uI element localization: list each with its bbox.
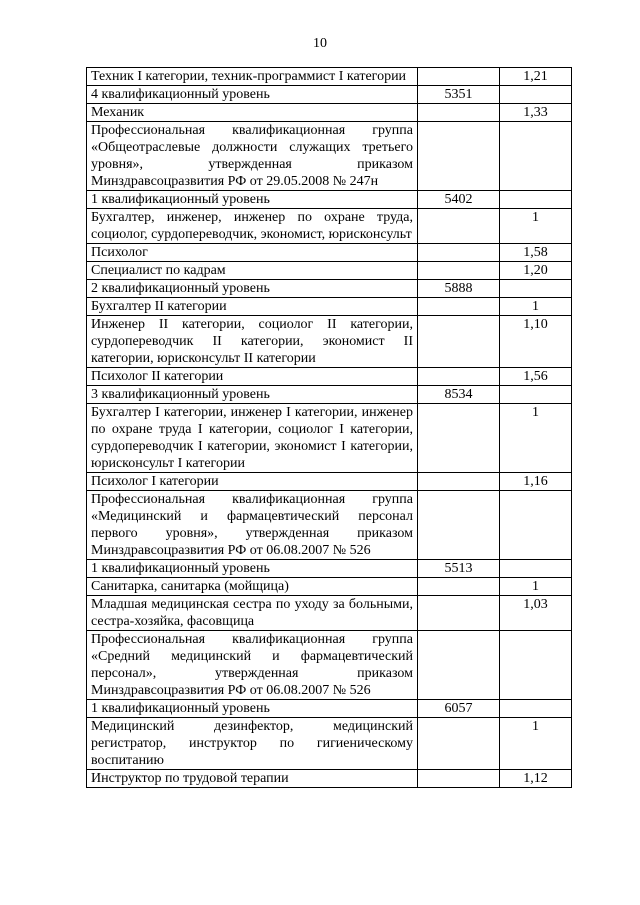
salary-table-body [87,68,572,788]
coefficient-cell: 1,33 [500,104,572,122]
position-name-cell: Профессиональная квалификационная группа «Медицинский и фармацевтический персонал первого уровня», утвержденная приказом Минздравсоцразвития РФ от 06.08.2007 № 526 [87,491,418,560]
table-row [87,86,572,104]
table-row [87,298,572,316]
table-row [87,718,572,770]
position-name-cell: Психолог [87,244,418,262]
position-name-cell: Профессиональная квалификационная группа «Средний медицинский и фармацевтический персонал», утвержденная приказом Минздравсоцразвития РФ от 06.08.2007 № 526 [87,631,418,700]
coefficient-cell [500,86,572,104]
position-name-cell: 4 квалификационный уровень [87,86,418,104]
position-name-cell: Младшая медицинская сестра по уходу за больными, сестра-хозяйка, фасовщица [87,596,418,631]
coefficient-cell: 1,10 [500,316,572,368]
base-salary-cell: 5402 [418,191,500,209]
coefficient-cell [500,122,572,191]
base-salary-cell [418,209,500,244]
position-name-cell: Бухгалтер, инженер, инженер по охране труда, социолог, сурдопереводчик, экономист, юрисконсульт [87,209,418,244]
table-row [87,191,572,209]
position-name-cell: 2 квалификационный уровень [87,280,418,298]
table-row [87,262,572,280]
position-name-cell: 3 квалификационный уровень [87,386,418,404]
position-name-cell: Инженер II категории, социолог II категории, сурдопереводчик II категории, экономист II категории, юрисконсульт II категории [87,316,418,368]
base-salary-cell: 5351 [418,86,500,104]
table-row [87,491,572,560]
base-salary-cell [418,491,500,560]
base-salary-cell: 6057 [418,700,500,718]
table-row [87,316,572,368]
table-row [87,631,572,700]
table-row [87,368,572,386]
base-salary-cell [418,770,500,788]
base-salary-cell [418,244,500,262]
position-name-cell: Специалист по кадрам [87,262,418,280]
table-row [87,386,572,404]
coefficient-cell: 1,20 [500,262,572,280]
base-salary-cell [418,298,500,316]
table-row [87,596,572,631]
coefficient-cell [500,700,572,718]
salary-table [86,67,572,788]
base-salary-cell: 5888 [418,280,500,298]
position-name-cell: Психолог II категории [87,368,418,386]
table-row [87,122,572,191]
base-salary-cell [418,68,500,86]
base-salary-cell [418,473,500,491]
base-salary-cell [418,122,500,191]
table-row [87,209,572,244]
position-name-cell: 1 квалификационный уровень [87,191,418,209]
base-salary-cell [418,631,500,700]
coefficient-cell: 1,16 [500,473,572,491]
position-name-cell: Психолог I категории [87,473,418,491]
position-name-cell: Инструктор по трудовой терапии [87,770,418,788]
base-salary-cell [418,368,500,386]
table-row [87,68,572,86]
coefficient-cell: 1 [500,209,572,244]
table-row [87,280,572,298]
position-name-cell: Профессиональная квалификационная группа «Общеотраслевые должности служащих третьего уровня», утвержденная приказом Минздравсоцразвития РФ от 29.05.2008 № 247н [87,122,418,191]
coefficient-cell [500,491,572,560]
base-salary-cell: 8534 [418,386,500,404]
table-row [87,104,572,122]
coefficient-cell: 1 [500,404,572,473]
coefficient-cell: 1 [500,298,572,316]
table-row [87,244,572,262]
base-salary-cell: 5513 [418,560,500,578]
position-name-cell: Бухгалтер II категории [87,298,418,316]
table-row [87,473,572,491]
position-name-cell: 1 квалификационный уровень [87,560,418,578]
table-row [87,700,572,718]
coefficient-cell [500,386,572,404]
base-salary-cell [418,578,500,596]
position-name-cell: Бухгалтер I категории, инженер I категории, инженер по охране труда I категории, социолог I категории, сурдопереводчик I категории, экономист I категории, юрисконсульт I категории [87,404,418,473]
position-name-cell: Механик [87,104,418,122]
base-salary-cell [418,104,500,122]
page-number: 10 [313,36,327,51]
position-name-cell: Санитарка, санитарка (мойщица) [87,578,418,596]
coefficient-cell: 1,58 [500,244,572,262]
coefficient-cell: 1,56 [500,368,572,386]
coefficient-cell: 1 [500,718,572,770]
position-name-cell: 1 квалификационный уровень [87,700,418,718]
coefficient-cell: 1,03 [500,596,572,631]
table-row [87,770,572,788]
coefficient-cell: 1,12 [500,770,572,788]
base-salary-cell [418,316,500,368]
coefficient-cell [500,191,572,209]
coefficient-cell: 1,21 [500,68,572,86]
table-row [87,404,572,473]
base-salary-cell [418,404,500,473]
coefficient-cell [500,560,572,578]
position-name-cell: Медицинский дезинфектор, медицинский регистратор, инструктор по гигиеническому воспитанию [87,718,418,770]
table-row [87,578,572,596]
table-row [87,560,572,578]
coefficient-cell [500,631,572,700]
position-name-cell: Техник I категории, техник-программист I категории [87,68,418,86]
coefficient-cell: 1 [500,578,572,596]
coefficient-cell [500,280,572,298]
base-salary-cell [418,596,500,631]
base-salary-cell [418,262,500,280]
base-salary-cell [418,718,500,770]
